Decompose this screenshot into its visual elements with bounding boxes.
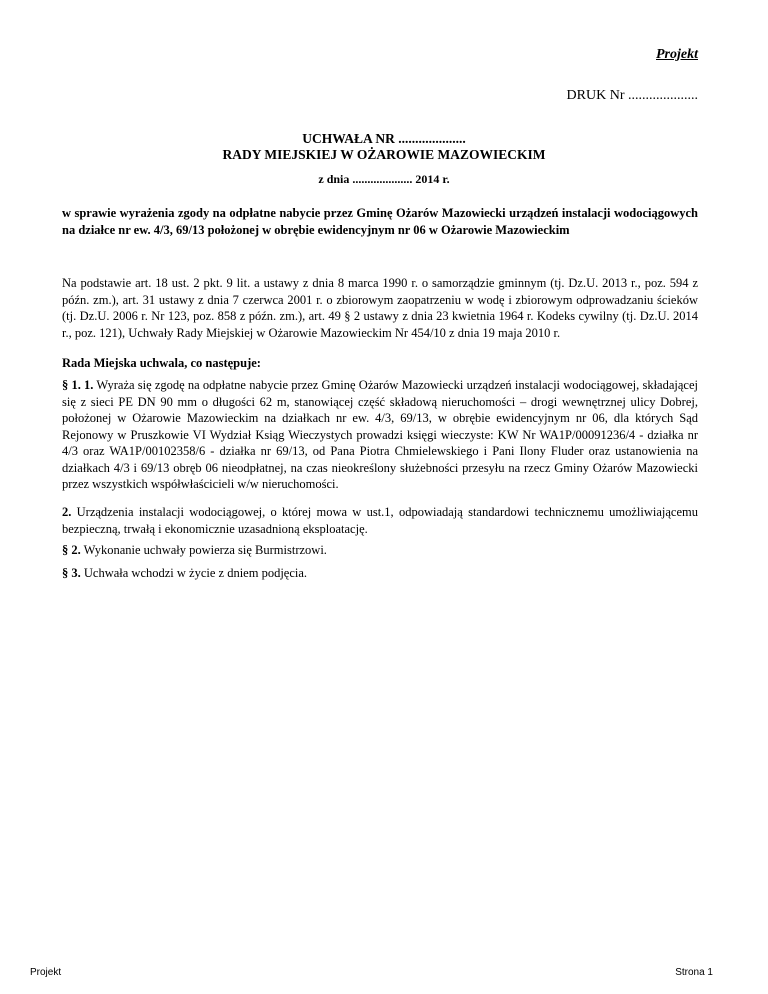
projekt-label: Projekt [656, 47, 698, 62]
paragraph-number: § 2. [62, 543, 81, 557]
paragraph-text: Urządzenia instalacji wodociągowej, o której mowa w ust.1, odpowiadają standardowi technicznemu umożliwiającemu bezpieczną, trwałą i ekonomicznie uzasadnioną eksploatację. [62, 505, 698, 536]
footer-label: Projekt [30, 967, 62, 978]
druk-number: DRUK Nr .................... [566, 88, 698, 103]
paragraph-2 [62, 542, 698, 559]
paragraph-number: § 1. 1. [62, 378, 94, 392]
council-decision: Rada Miejska uchwala, co następuje: [62, 356, 261, 370]
paragraph-number: § 3. [62, 566, 81, 580]
paragraph-text: Wykonanie uchwały powierza się Burmistrzowi. [80, 543, 327, 557]
paragraph-1-2 [62, 504, 698, 537]
council-name: RADY MIEJSKIEJ W OŻAROWIE MAZOWIECKIM [222, 147, 546, 162]
paragraph-number: 2. [62, 505, 72, 519]
resolution-date: z dnia .................... 2014 r. [318, 172, 450, 186]
paragraph-3 [62, 565, 698, 582]
resolution-subject: w sprawie wyrażenia zgody na odpłatne nabycie przez Gminę Ożarów Mazowiecki urządzeń instalacji wodociągowych na działce nr ew. 4/3, 69/13 położonej w obrębie ewidencyjnym nr 06 w Ożarowie Mazowieckim [62, 206, 698, 237]
paragraph-text: Uchwała wchodzi w życie z dniem podjęcia. [80, 566, 308, 580]
paragraph-1-1 [62, 377, 698, 493]
page-number: Strona 1 [675, 967, 713, 978]
paragraph-text: Wyraża się zgodę na odpłatne nabycie przez Gminę Ożarów Mazowiecki urządzeń instalacji wodociągowej, składającej się z sieci PE DN 90 mm o długości 62 m, stanowiącej część składową nieruchomości – drogi wewnętrznej ulicy Dobrej, położonej w Ożarowie Mazowieckim na działkach nr ew. 4/3, 69/13, w obrębie ewidencyjnym nr 06, dla których Sąd Rejonowy w Pruszkowie VI Wydział Ksiąg Wieczystych prowadzi księgi wieczyste: KW Nr WA1P/00091236/4 - działka nr 4/3 oraz WA1P/00102358/6 - działka nr 69/13, od Pana Piotra Chmielewskiego i Pani Ilony Fluder oraz ustanowienia na działkach 4/3 i 69/13 obręb 06 nieodpłatnej, na czas nieokreślony służebności przesyłu na rzecz Gminy Ożarów Mazowiecki przez wszystkich współwłaścicieli w/w nieruchomości. [62, 378, 698, 491]
resolution-number: UCHWAŁA NR .................... [302, 131, 466, 146]
legal-basis: Na podstawie art. 18 ust. 2 pkt. 9 lit. a ustawy z dnia 8 marca 1990 r. o samorządzie gminnym (tj. Dz.U. 2013 r., poz. 594 z późn. zm.), art. 31 ustawy z dnia 7 czerwca 2001 r. o zbiorowym zaopatrzeniu w wodę i zbiorowym odprowadzaniu ścieków (tj. Dz.U. 2006 r. Nr 123, poz. 858 z późn. zm.), art. 49 § 2 ustawy z dnia 23 kwietnia 1964 r. Kodeks cywilny (tj. Dz.U. 2014 r., poz. 121), Uchwały Rady Miejskiej w Ożarowie Mazowieckim Nr 454/10 z dnia 19 maja 2010 r. [62, 276, 698, 340]
